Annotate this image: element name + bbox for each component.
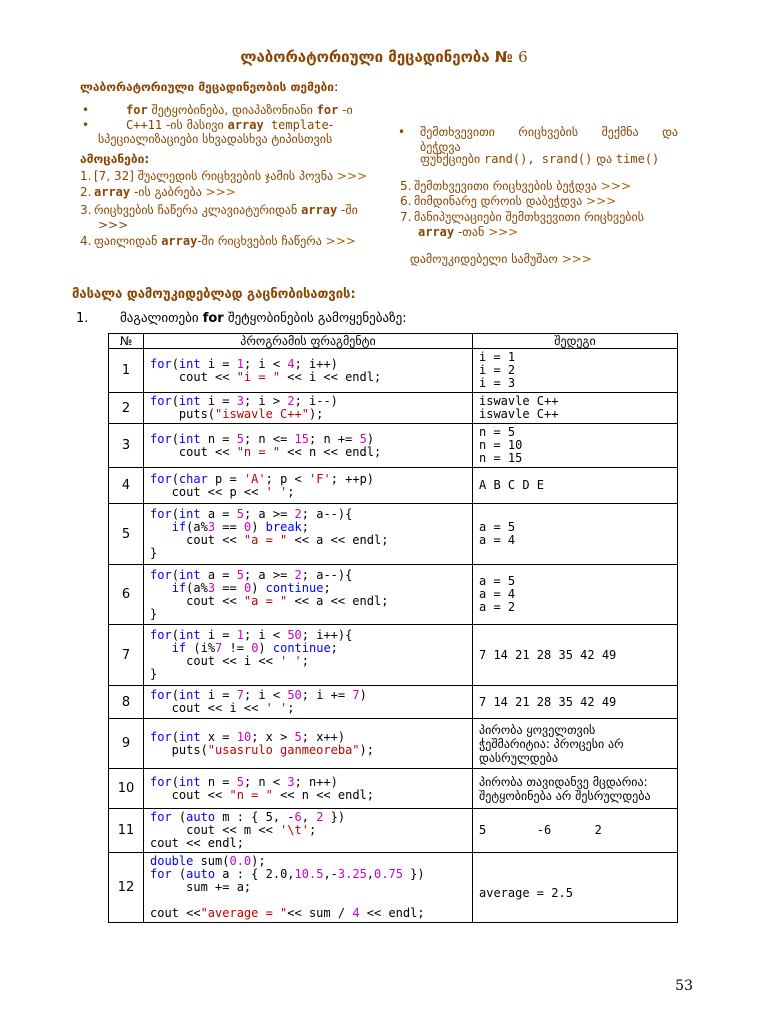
task-3[interactable]: 3. რიცხვების ჩაწერა კლავიატურიდან array -ში — [80, 203, 358, 217]
bullet-icon: • — [82, 118, 90, 132]
table-row: 9 for(int x = 10; x > 5; x++) puts("usasrulo ganmeoreba"); პირობა ყოველთვის ჭეშმარიტია: პროცესი არ დასრულდება — [109, 719, 678, 769]
tasks-heading: ამოცანები: — [80, 152, 150, 166]
result-cell: a = 5 a = 4 — [473, 504, 678, 565]
result-cell: პირობა თავიდანვე მცდარია: შეტყობინება არ შესრულდება — [473, 769, 678, 809]
independent-work-link[interactable]: >>> — [561, 252, 592, 266]
result-cell: average = 2.5 — [473, 853, 678, 923]
table-row: 6 for(int a = 5; a >= 2; a--){ if(a%3 == 0) continue; cout << "a = " << a << endl; } a = 5 a = 4 a = 2 — [109, 565, 678, 625]
code-cell: double sum(0.0); for (auto a : { 2.0,10.5,-3.25,0.75 }) sum += a; cout <<"average = "<< sum / 4 << endl; — [144, 853, 473, 923]
table-row: 10 for(int n = 5; n < 3; n++) cout << "n = " << n << endl; პირობა თავიდანვე მცდარია: შეტყობინება არ შესრულდება — [109, 769, 678, 809]
code-cell: for(int x = 10; x > 5; x++) puts("usasrulo ganmeoreba"); — [144, 719, 473, 769]
code-cell: for(int a = 5; a >= 2; a--){ if(a%3 == 0) break; cout << "a = " << a << endl; } — [144, 504, 473, 565]
result-cell: 7 14 21 28 35 42 49 — [473, 686, 678, 719]
table-row: 4 for(char p = 'A'; p < 'F'; ++p) cout << p << ' '; A B C D E — [109, 468, 678, 504]
code-cell: for(char p = 'A'; p < 'F'; ++p) cout << p << ' '; — [144, 468, 473, 504]
task-7-line2[interactable]: array -თან >>> — [418, 225, 519, 239]
code-cell: for(int n = 5; n < 3; n++) cout << "n = " << n << endl; — [144, 769, 473, 809]
table-row: 7 for(int i = 1; i < 50; i++){ if (i%7 != 0) continue; cout << i << ' '; } 7 14 21 28 35 42 49 — [109, 625, 678, 686]
result-cell: a = 5 a = 4 a = 2 — [473, 565, 678, 625]
table-row: 2 for(int i = 3; i > 2; i--) puts("iswavle C++"); iswavle C++ iswavle C++ — [109, 393, 678, 424]
topic-item-for: • for შეტყობინება, დიაპაზონიანი for -ი — [82, 103, 353, 117]
task-4-link[interactable]: >>> — [325, 234, 356, 248]
task-5-link[interactable]: >>> — [600, 179, 631, 193]
table-row: 5 for(int a = 5; a >= 2; a--){ if(a%3 == 0) break; cout << "a = " << a << endl; } a = 5 a = 4 — [109, 504, 678, 565]
code-cell: for (auto m : { 5, -6, 2 }) cout << m << '\t'; cout << endl; — [144, 809, 473, 853]
result-cell: A B C D E — [473, 468, 678, 504]
task-2[interactable]: 2. array -ის გაბრება >>> — [80, 185, 236, 199]
table-row: 8 for(int i = 7; i < 50; i += 7) cout << i << ' '; 7 14 21 28 35 42 49 — [109, 686, 678, 719]
task-2-link[interactable]: >>> — [205, 185, 236, 199]
header-code: პროგრამის ფრაგმენტი — [144, 334, 473, 349]
code-cell: for(int i = 3; i > 2; i--) puts("iswavle C++"); — [144, 393, 473, 424]
result-cell: პირობა ყოველთვის ჭეშმარიტია: პროცესი არ დასრულდება — [473, 719, 678, 769]
topics-heading: ლაბორატორიული მეცადინეობის თემები: — [80, 80, 339, 94]
code-cell: for(int a = 5; a >= 2; a--){ if(a%3 == 0) continue; cout << "a = " << a << endl; } — [144, 565, 473, 625]
result-cell: n = 5 n = 10 n = 15 — [473, 424, 678, 468]
result-cell: i = 1 i = 2 i = 3 — [473, 349, 678, 393]
table-row: 12 double sum(0.0); for (auto a : { 2.0,10.5,-3.25,0.75 }) sum += a; cout <<"average = "<< sum / 4 << endl; average = 2.5 — [109, 853, 678, 923]
table-row: 1 for(int i = 1; i < 4; i++) cout << "i = " << i << endl; i = 1 i = 2 i = 3 — [109, 349, 678, 393]
topic-item-random: • შემთხვევითი რიცხვების შექმნა და ბეჭდვა — [398, 125, 678, 154]
result-cell: 5 -6 2 — [473, 809, 678, 853]
task-3-link[interactable]: >>> — [98, 218, 129, 232]
lab-number: 6 — [518, 48, 528, 66]
result-cell: iswavle C++ iswavle C++ — [473, 393, 678, 424]
task-7-link[interactable]: >>> — [488, 225, 519, 239]
result-cell: 7 14 21 28 35 42 49 — [473, 625, 678, 686]
header-result: შედეგი — [473, 334, 678, 349]
task-1[interactable]: 1. [7, 32] შუალედის რიცხვების ჯამის პოვნა >>> — [80, 169, 368, 183]
task-4[interactable]: 4. ფაილიდან array-ში რიცხვების ჩაწერა >>> — [80, 234, 356, 248]
bullet-icon: • — [398, 125, 406, 139]
code-cell: for(int i = 1; i < 50; i++){ if (i%7 != 0) continue; cout << i << ' '; } — [144, 625, 473, 686]
table-row: 11 for (auto m : { 5, -6, 2 }) cout << m << '\t'; cout << endl; 5 -6 2 — [109, 809, 678, 853]
task-7[interactable]: 7. მანიპულაციები შემთხვევითი რიცხვების — [400, 210, 644, 224]
code-cell: for(int i = 7; i < 50; i += 7) cout << i << ' '; — [144, 686, 473, 719]
page-title: ლაბორატორიული მეცადინეობა № 6 — [240, 48, 528, 66]
topic-item-random-line3: ფუნქციები rand(), srand() და time() — [420, 152, 660, 166]
independent-work[interactable]: დამოუკიდებელი სამუშაო >>> — [410, 252, 592, 266]
bullet-icon: • — [82, 103, 90, 117]
task-5[interactable]: 5. შემთხვევითი რიცხვების ბეჭდვა >>> — [400, 179, 631, 193]
examples-table — [108, 333, 678, 923]
page-number: 53 — [675, 978, 693, 994]
task-6-link[interactable]: >>> — [586, 194, 617, 208]
topic-item-array-line2: სპეციალიზაციები სხვადასხვა ტიპისთვის — [98, 132, 333, 146]
table-header-row — [109, 334, 678, 349]
task-6[interactable]: 6. მიმდინარე დროის დაბეჭდვა >>> — [400, 194, 617, 208]
section-heading: მასალა დამოუკიდებლად გაცნობისათვის: — [72, 287, 356, 302]
header-number: № — [109, 334, 144, 349]
topic-item-array: • C++11 -ის მასივი array template- — [82, 118, 334, 132]
code-cell: for(int i = 1; i < 4; i++) cout << "i = " << i << endl; — [144, 349, 473, 393]
table-row: 3 for(int n = 5; n <= 15; n += 5) cout << "n = " << n << endl; n = 5 n = 10 n = 15 — [109, 424, 678, 468]
task-1-link[interactable]: >>> — [336, 169, 368, 183]
code-cell: for(int n = 5; n <= 15; n += 5) cout << "n = " << n << endl; — [144, 424, 473, 468]
